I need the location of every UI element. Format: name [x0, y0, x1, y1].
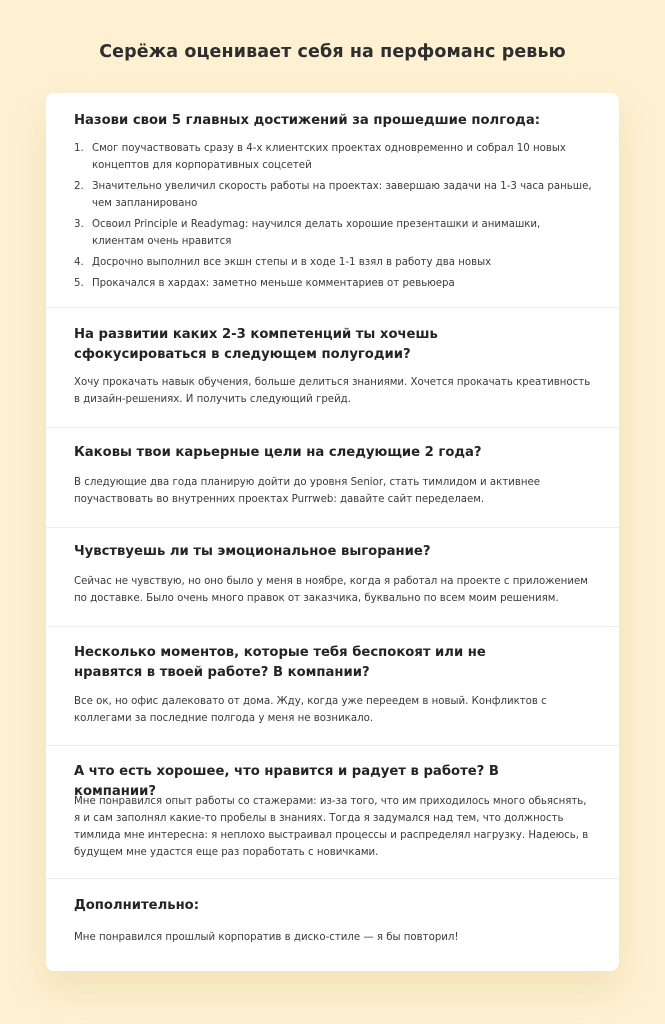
list-item — [74, 216, 594, 250]
section-competencies — [46, 308, 619, 428]
list-item-text: Значительно увеличил скорость работы на проектах: завершаю задачи на 1-3 часа раньше, чем запланировано — [92, 181, 592, 209]
list-item-text: Освоил Principle и Readymag: научился делать хорошие презенташки и анимашки, клиентам очень нравится — [92, 219, 541, 247]
section-additional — [46, 879, 619, 971]
list-item-text: Досрочно выполнил все экшн степы и в ходе 1-1 взял в работу два новых — [92, 257, 492, 268]
section-achievements — [46, 93, 619, 308]
section-concerns — [46, 627, 619, 746]
question-competencies: На развитии каких 2-3 компетенций ты хочешь сфокусироваться в следующем полугодии? — [74, 327, 438, 362]
section-career-goals — [46, 428, 619, 528]
answer-additional: Мне понравился прошлый корпоратив в диско-стиле — я бы повторил! — [74, 932, 459, 943]
list-item — [74, 140, 594, 174]
answer-positives: Мне понравился опыт работы со стажерами: из-за того, что им приходилось много обьяснять, я и сам заполнял какие-то пробелы в знаниях. Тогда я задумался над тем, что должность тимлида мне интересна: я неплохо выстраивал процессы и распределял нагрузку. Надеюсь, в будущем мне удастся еще раз поработать с новичками. — [74, 796, 589, 858]
answer-concerns: Все ок, но офис далековато от дома. Жду, когда уже переедем в новый. Конфликтов с коллегами за последние полгода у меня не возникало. — [74, 696, 547, 724]
question-positives: А что есть хорошее, что нравится и радует в работе? В компании? — [74, 764, 499, 799]
section-burnout — [46, 528, 619, 627]
question-concerns: Несколько моментов, которые тебя беспокоят или не нравятся в твоей работе? В компании? — [74, 645, 486, 680]
question-career-goals: Каковы твои карьерные цели на следующие 2 года? — [74, 445, 482, 460]
list-item — [74, 275, 594, 292]
answer-burnout: Сейчас не чувствую, но оно было у меня в ноябре, когда я работал на проекте с приложением по доставке. Было очень много правок от заказчика, буквально по всем моим решениям. — [74, 576, 588, 604]
list-item-text: Прокачался в хардах: заметно меньше комментариев от ревьюера — [92, 278, 455, 289]
answer-career-goals: В следующие два года планирую дойти до уровня Senior, стать тимлидом и активнее поучаствовать во внутренних проектах Purrweb: давайте сайт переделаем. — [74, 477, 541, 505]
list-item-number: 4. — [74, 257, 84, 268]
question-achievements: Назови свои 5 главных достижений за прошедшие полгода: — [74, 113, 540, 128]
answer-competencies: Хочу прокачать навык обучения, больше делиться знаниями. Хочется прокачать креативность в дизайн-решениях. И получить следующий грейд. — [74, 377, 591, 405]
section-positives — [46, 746, 619, 879]
list-item-number: 3. — [74, 219, 84, 230]
list-item-number: 5. — [74, 278, 84, 289]
list-item — [74, 254, 594, 271]
list-item-number: 2. — [74, 181, 84, 192]
review-card — [46, 93, 619, 971]
list-item — [74, 178, 594, 212]
list-item-number: 1. — [74, 143, 84, 154]
list-item-text: Смог поучаствовать сразу в 4-х клиентских проектах одновременно и собрал 10 новых концептов для корпоративных соцсетей — [92, 143, 566, 171]
question-burnout: Чувствуешь ли ты эмоциональное выгорание? — [74, 544, 431, 559]
page-title: Серёжа оценивает себя на перфоманс ревью — [99, 42, 566, 62]
achievements-list — [74, 140, 594, 296]
question-additional: Дополнительно: — [74, 898, 200, 913]
